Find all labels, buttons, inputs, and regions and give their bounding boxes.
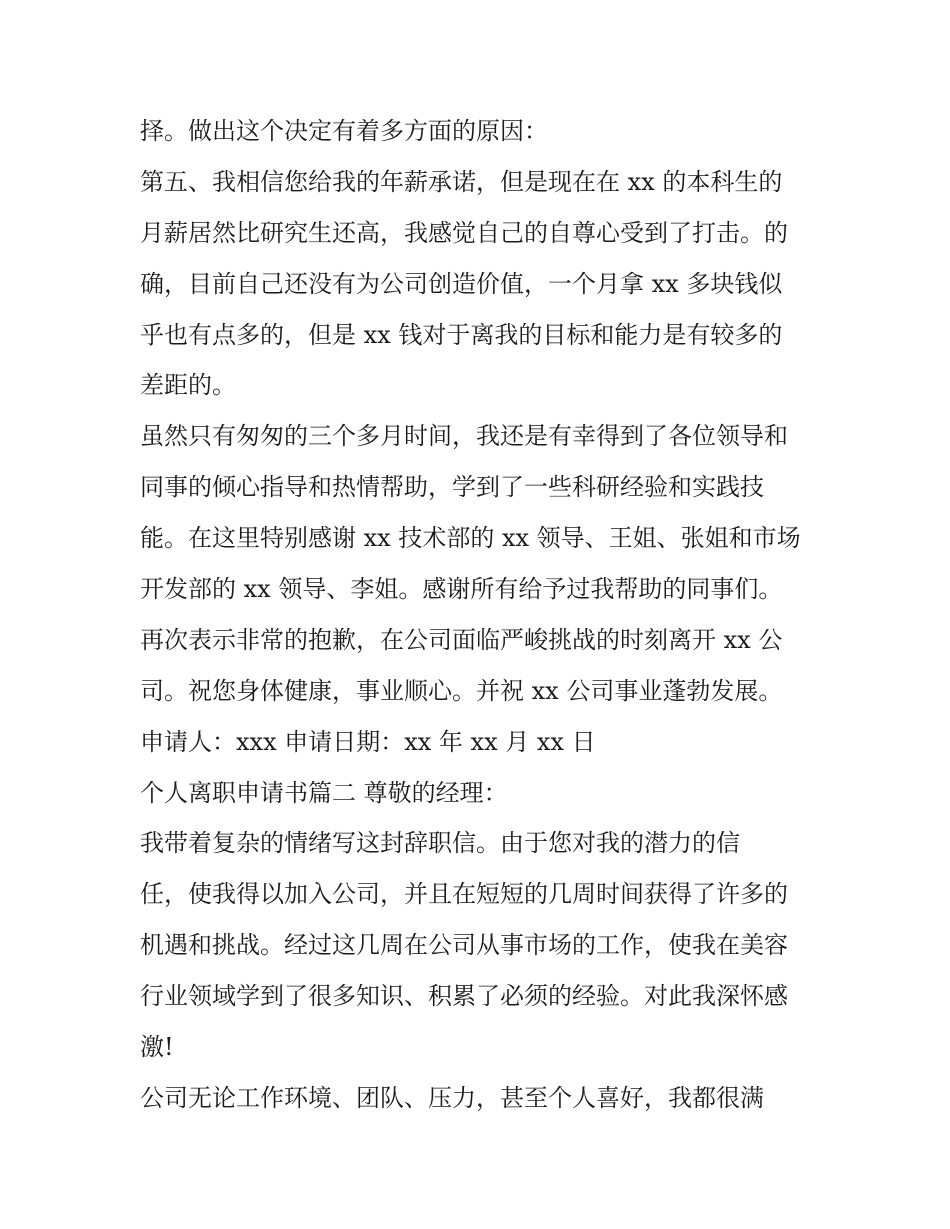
text-line: 择。做出这个决定有着多方面的原因：: [140, 117, 548, 145]
signature-line: 申请人：xxx 申请日期：xx 年 xx 月 xx 日: [140, 727, 596, 756]
text-line: 任，使我得以加入公司，并且在短短的几周时间获得了许多的: [140, 880, 788, 909]
text-line: 我带着复杂的情绪写这封辞职信。由于您对我的潜力的信: [140, 829, 740, 858]
text-line: 能。在这里特别感谢 xx 技术部的 xx 领导、王姐、张姐和市场: [140, 524, 801, 553]
text-line: 第五、我相信您给我的年薪承诺，但是现在在 xx 的本科生的: [140, 167, 783, 196]
text-line: 再次表示非常的抱歉，在公司面临严峻挑战的时刻离开 xx 公: [140, 625, 783, 654]
text-line: 差距的。: [140, 371, 236, 400]
document-body: [140, 106, 830, 1124]
text-line: 开发部的 xx 领导、李姐。感谢所有给予过我帮助的同事们。: [140, 575, 783, 604]
text-line: 乎也有点多的，但是 xx 钱对于离我的目标和能力是有较多的: [140, 320, 783, 349]
text-line: 月薪居然比研究生还高，我感觉自己的自尊心受到了打击。的: [140, 218, 788, 247]
text-line: 激!: [140, 1033, 174, 1062]
text-line: 司。祝您身体健康，事业顺心。并祝 xx 公司事业蓬勃发展。: [140, 676, 783, 705]
text-line: 确，目前自己还没有为公司创造价值，一个月拿 xx 多块钱似: [140, 269, 783, 298]
text-line: 行业领域学到了很多知识、积累了必须的经验。对此我深怀感: [140, 982, 788, 1011]
text-line: 虽然只有匆匆的三个多月时间，我还是有幸得到了各位领导和: [140, 422, 788, 451]
text-line: 机遇和挑战。经过这几周在公司从事市场的工作，使我在美容: [140, 931, 788, 960]
text-line: 公司无论工作环境、团队、压力，甚至个人喜好，我都很满: [140, 1083, 764, 1112]
section-heading: 个人离职申请书篇二 尊敬的经理：: [140, 778, 508, 807]
text-line: 同事的倾心指导和热情帮助，学到了一些科研经验和实践技: [140, 473, 764, 502]
